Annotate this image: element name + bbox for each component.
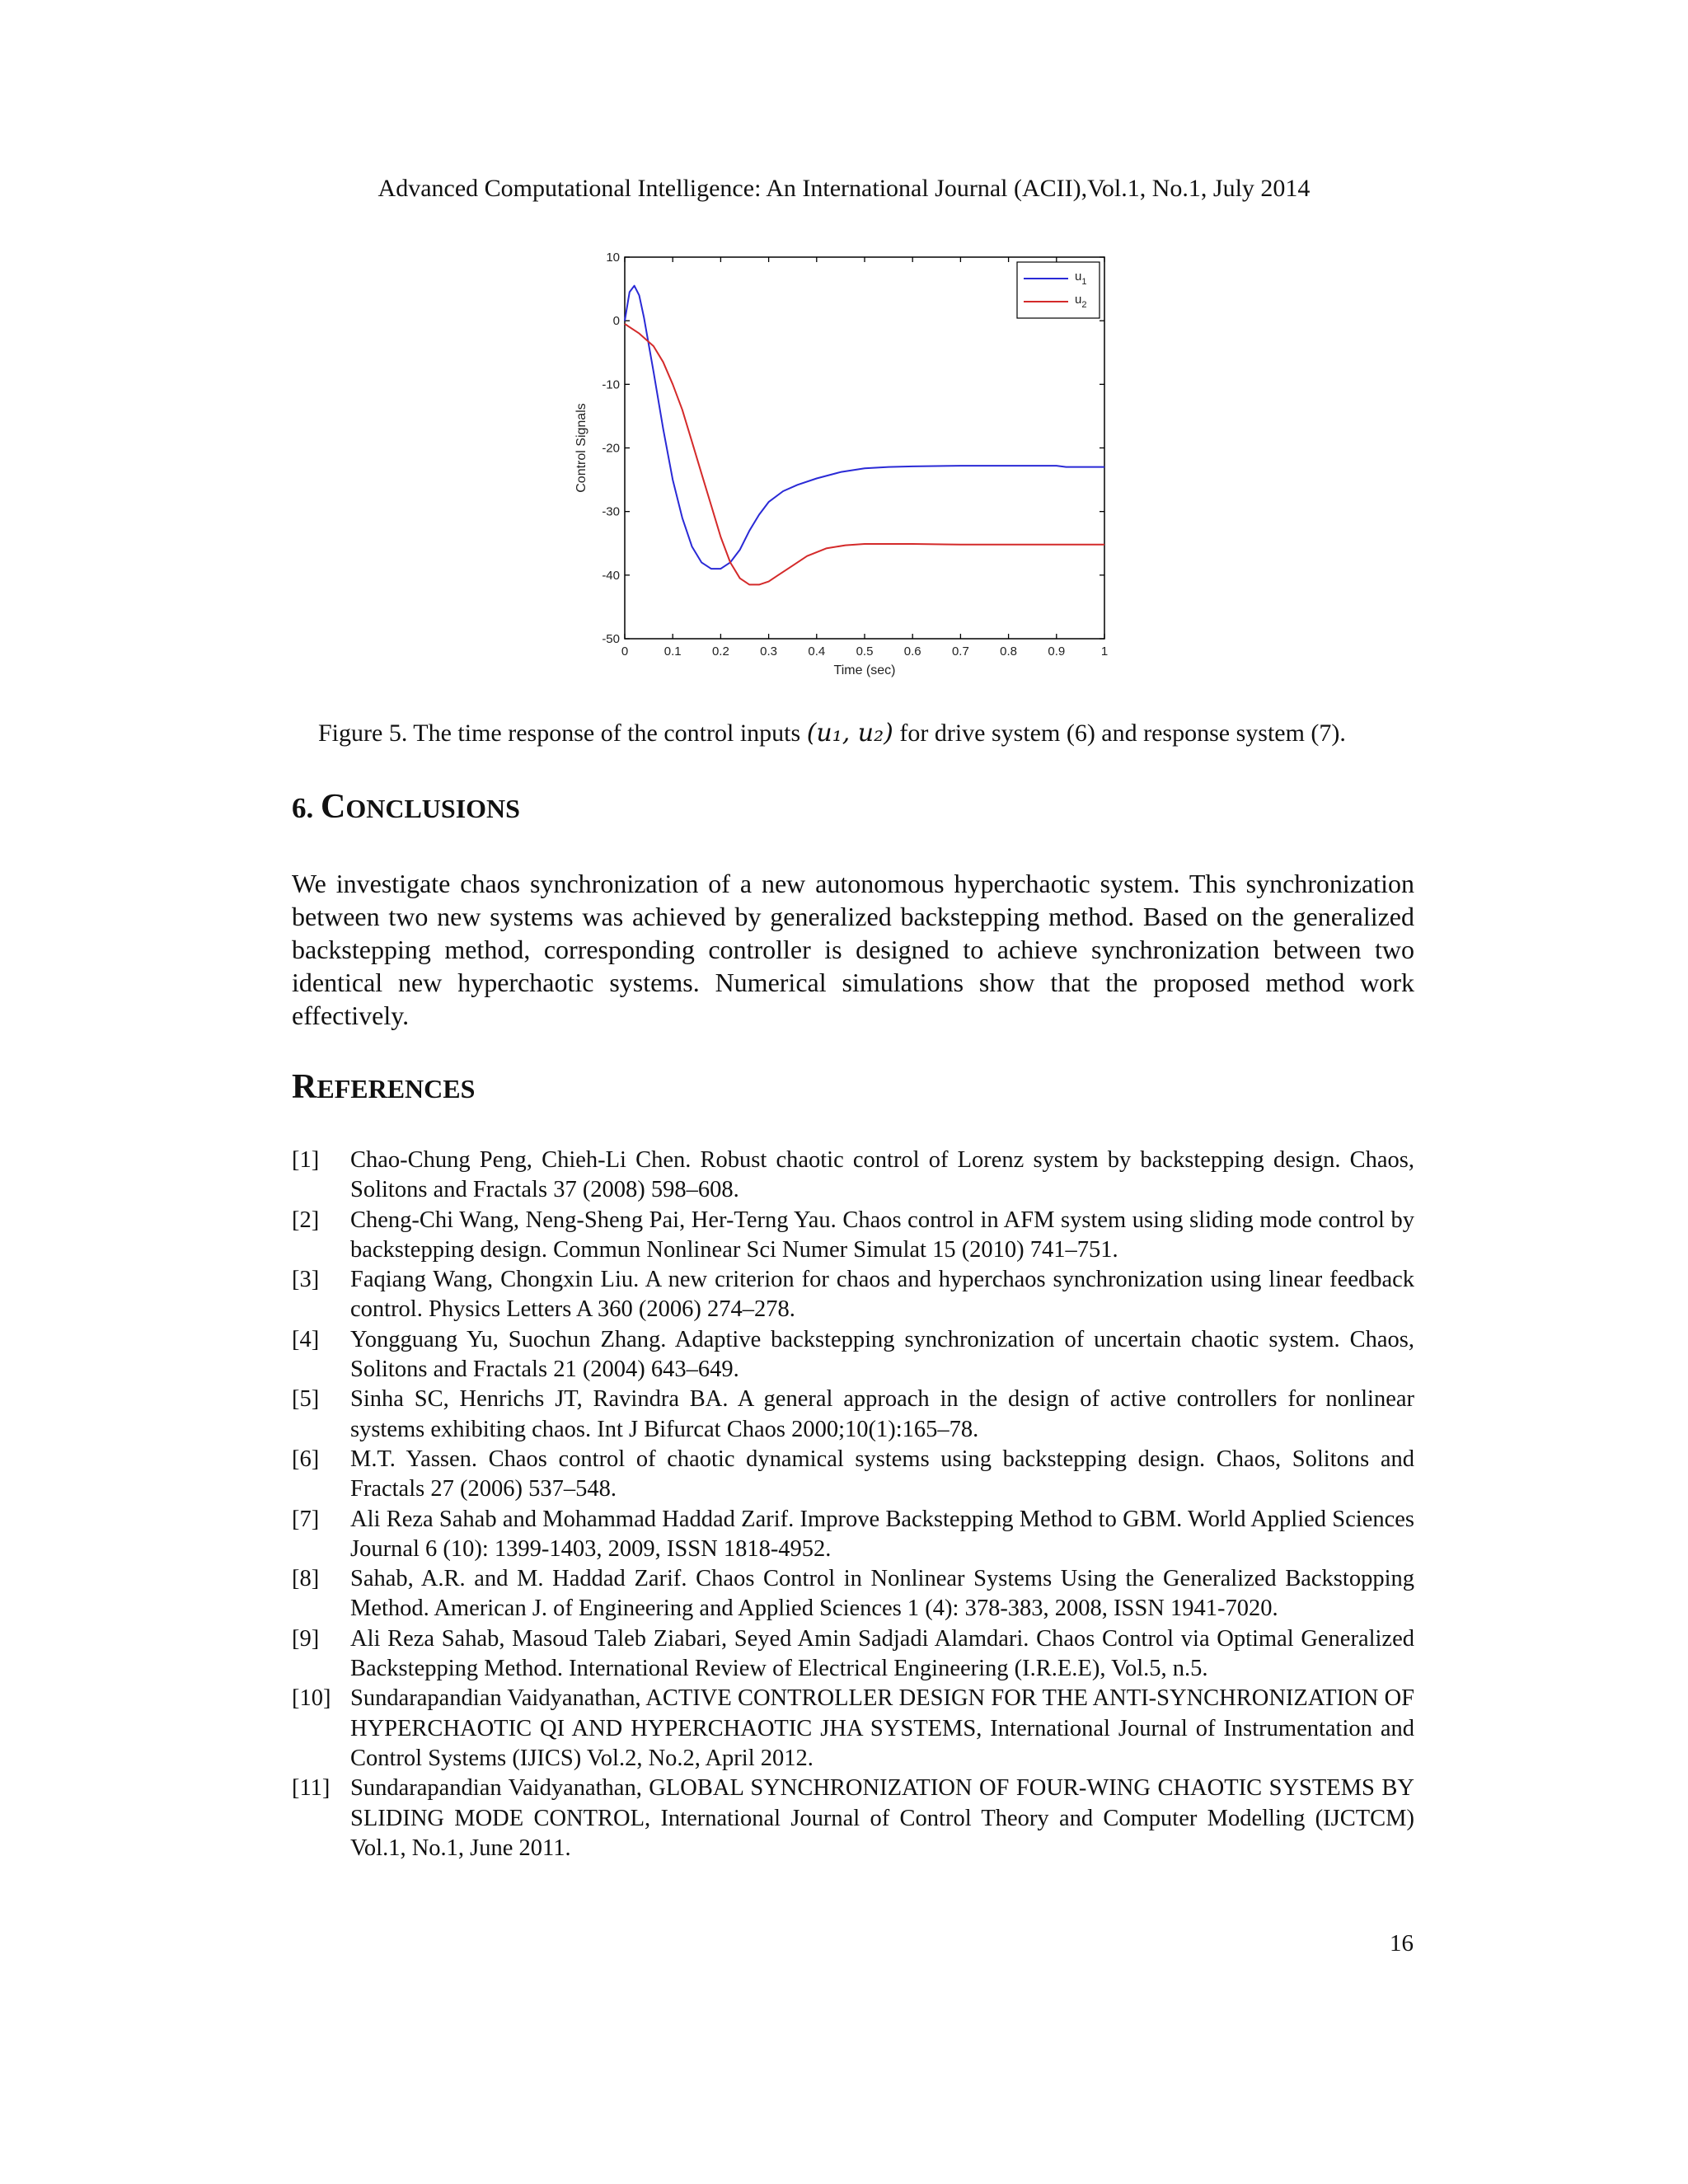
- figure-5: [560, 239, 1137, 684]
- x-tick-label: 0.7: [951, 644, 969, 658]
- reference-text: Sundarapandian Vaidyanathan, ACTIVE CONTROLLER DESIGN FOR THE ANTI-SYNCHRONIZATION OF HYPERCHAOTIC QI AND HYPERCHAOTIC JHA SYSTEMS, International Journal of Instrumentation and Control Systems (IJICS) Vol.2, No.2, April 2012.: [350, 1685, 1414, 1771]
- reference-number: [10]: [292, 1685, 331, 1712]
- y-tick-label: -30: [602, 504, 620, 519]
- y-tick-label: -10: [602, 377, 620, 392]
- reference-item: [292, 1206, 1414, 1266]
- x-tick-label: 0.5: [856, 644, 874, 658]
- y-tick-label: -50: [602, 632, 620, 646]
- heading-rest: EFERENCES: [316, 1074, 476, 1104]
- reference-number: [11]: [292, 1775, 331, 1802]
- reference-text: Yongguang Yu, Suochun Zhang. Adaptive backstepping synchronization of uncertain chaotic system. Chaos, Solitons and Fractals 21 (2004) 643–649.: [350, 1326, 1414, 1383]
- reference-item: [292, 1385, 1414, 1445]
- legend-box: [1017, 262, 1100, 318]
- reference-item: [292, 1684, 1414, 1774]
- references-heading: [292, 1067, 475, 1107]
- y-tick-label: 0: [612, 314, 620, 329]
- figure-caption: [318, 719, 1346, 748]
- y-axis-label: Control Signals: [574, 403, 588, 493]
- reference-text: Chao-Chung Peng, Chieh-Li Chen. Robust chaotic control of Lorenz system by backstepping design. Chaos, Solitons and Fractals 37 (2008) 598–608.: [350, 1147, 1414, 1203]
- heading-initial: R: [292, 1068, 317, 1106]
- legend-label-u2: $u_2$: [1075, 293, 1087, 310]
- reference-item: [292, 1146, 1414, 1206]
- reference-text: Faqiang Wang, Chongxin Liu. A new criterion for chaos and hyperchaos synchronization using linear feedback control. Physics Letters A 360 (2006) 274–278.: [350, 1267, 1414, 1323]
- page-number: 16: [1390, 1930, 1414, 1957]
- x-tick-label: 1: [1100, 644, 1109, 658]
- conclusions-paragraph: We investigate chaos synchronization of a new autonomous hyperchaotic system. This synchronization between two new systems was achieved by generalized backstepping method. Based on the generalized backstepping method, corresponding controller is designed to achieve synchronization between two identical new hyperchaotic systems. Numerical simulations show that the proposed method work effectively.: [292, 869, 1414, 1030]
- x-tick-label: 0.2: [711, 644, 729, 658]
- x-tick-label: 0.4: [808, 644, 826, 658]
- x-tick-label: 0.8: [1000, 644, 1018, 658]
- reference-item: [292, 1564, 1414, 1624]
- reference-text: Cheng-Chi Wang, Neng-Sheng Pai, Her-Terng Yau. Chaos control in AFM system using sliding mode control by backstepping design. Commun Nonlinear Sci Numer Simulat 15 (2010) 741–751.: [350, 1207, 1414, 1263]
- reference-number: [2]: [292, 1207, 320, 1233]
- reference-item: [292, 1505, 1414, 1565]
- reference-text: Sundarapandian Vaidyanathan, GLOBAL SYNCHRONIZATION OF FOUR-WING CHAOTIC SYSTEMS BY SLIDING MODE CONTROL, International Journal of Control Theory and Computer Modelling (IJCTCM) Vol.1, No.1, June 2011.: [350, 1775, 1414, 1861]
- reference-list: [292, 1146, 1414, 1863]
- control-signals-chart: [560, 239, 1137, 684]
- reference-item: [292, 1265, 1414, 1325]
- reference-number: [4]: [292, 1326, 320, 1352]
- reference-number: [1]: [292, 1147, 320, 1173]
- x-tick-label: 0: [621, 644, 629, 658]
- reference-number: [7]: [292, 1506, 320, 1532]
- reference-number: [6]: [292, 1446, 320, 1472]
- caption-suffix: for drive system (6) and response system (7).: [893, 719, 1346, 747]
- x-tick-label: 0.1: [663, 644, 682, 658]
- conclusions-heading: [292, 787, 520, 827]
- reference-text: M.T. Yassen. Chaos control of chaotic dynamical systems using backstepping design. Chaos, Solitons and Fractals 27 (2006) 537–548.: [350, 1446, 1414, 1502]
- reference-text: Ali Reza Sahab, Masoud Taleb Ziabari, Seyed Amin Sadjadi Alamdari. Chaos Control via Optimal Generalized Backstepping Method. International Review of Electrical Engineering (I.R.E.E), Vol.5, n.5.: [350, 1625, 1414, 1682]
- reference-item: [292, 1445, 1414, 1505]
- x-tick-label: 0.9: [1048, 644, 1066, 658]
- y-tick-label: 10: [606, 251, 620, 265]
- x-axis-label: Time (sec): [833, 663, 896, 677]
- reference-text: Sinha SC, Henrichs JT, Ravindra BA. A general approach in the design of active controllers for nonlinear systems exhibiting chaos. Int J Bifurcat Chaos 2000;10(1):165–78.: [350, 1386, 1414, 1442]
- reference-text: Sahab, A.R. and M. Haddad Zarif. Chaos Control in Nonlinear Systems Using the Generalized Backstopping Method. American J. of Engineering and Applied Sciences 1 (4): 378-383, 2008, ISSN 1941-7020.: [350, 1566, 1414, 1622]
- heading-initial: C: [321, 788, 346, 826]
- legend-label-u1: $u_1$: [1075, 269, 1087, 287]
- reference-item: [292, 1325, 1414, 1385]
- caption-math: (u₁, u₂): [806, 719, 893, 748]
- y-tick-label: -40: [602, 568, 620, 583]
- section-number: 6.: [292, 792, 321, 824]
- reference-number: [8]: [292, 1566, 320, 1592]
- y-tick-label: -20: [602, 441, 620, 456]
- reference-text: Ali Reza Sahab and Mohammad Haddad Zarif. Improve Backstepping Method to GBM. World Applied Sciences Journal 6 (10): 1399-1403, 2009, ISSN 1818-4952.: [350, 1506, 1414, 1562]
- reference-item: [292, 1774, 1414, 1863]
- reference-number: [5]: [292, 1386, 320, 1413]
- x-tick-label: 0.6: [903, 644, 921, 658]
- reference-number: [9]: [292, 1625, 320, 1652]
- heading-rest: ONCLUSIONS: [345, 794, 520, 823]
- reference-item: [292, 1624, 1414, 1685]
- running-header: Advanced Computational Intelligence: An International Journal (ACII),Vol.1, No.1, July 2014: [377, 175, 1311, 202]
- x-tick-label: 0.3: [760, 644, 778, 658]
- reference-number: [3]: [292, 1267, 320, 1293]
- caption-prefix: Figure 5. The time response of the control inputs: [318, 719, 807, 747]
